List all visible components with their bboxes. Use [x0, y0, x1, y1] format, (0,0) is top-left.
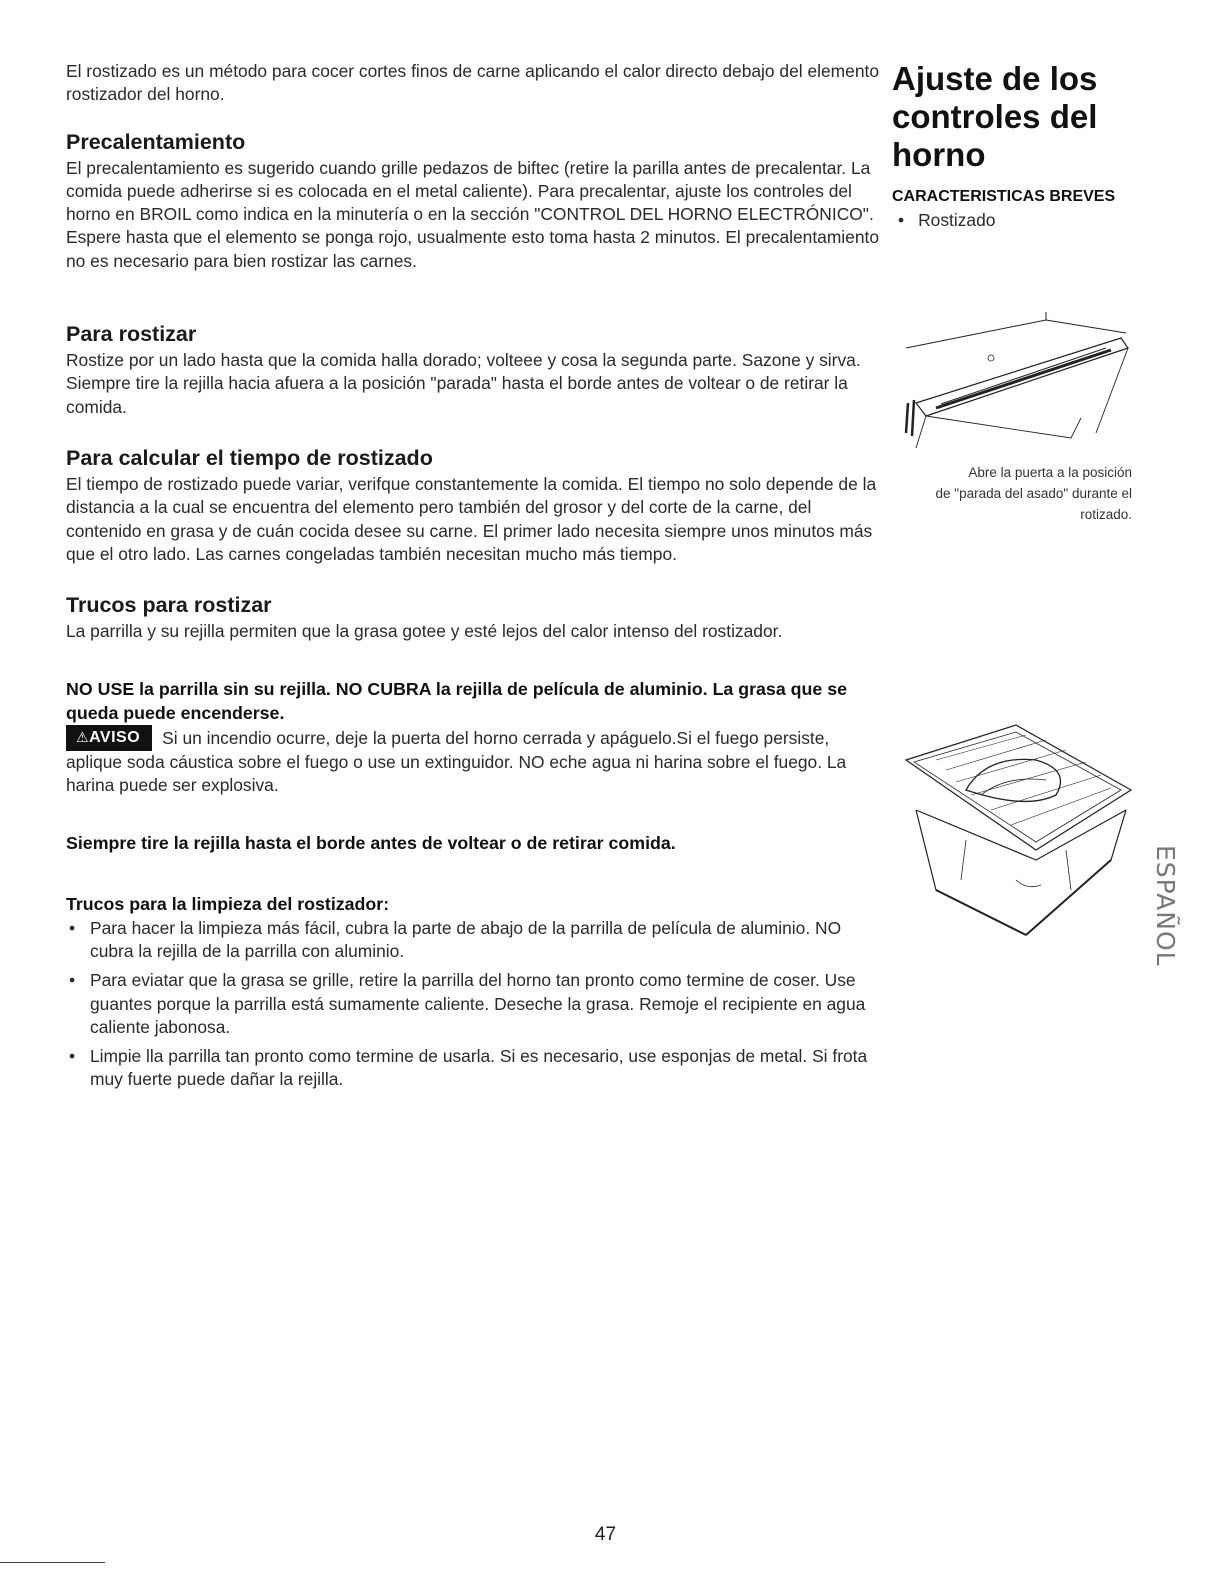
- section-text: El precalentamiento es sugerido cuando grille pedazos de biftec (retire la parilla antes de precalentar. La comida puede adherirse si es colocada en el metal caliente). Para precalentar, ajuste los controles del horno en BROIL como indica en la minutería o en la sección "CONTROL DEL HORNO ELECTRÓNICO". Espere hasta que el elemento se ponga rojo, usualmente esto toma hasta 2 minutos. El precalentamiento no es necesario para bien rostizar las carnes.: [66, 157, 880, 271]
- list-item: • Para hacer la limpieza más fácil, cubra la parte de abajo de la parrilla de película de aluminio. NO cubra la rejilla de la parrilla con aluminio.: [66, 917, 886, 964]
- sidebar: [892, 60, 1142, 231]
- intro-paragraph: El rostizado es un método para cocer cortes finos de carne aplicando el calor directo debajo del elemento rostizador del horno.: [66, 61, 880, 105]
- title-line: Ajuste de los: [892, 60, 1098, 97]
- section-tiempo-rostizado: [66, 445, 886, 566]
- title-line: controles del: [892, 98, 1098, 135]
- broiler-pan-illustration: [896, 700, 1140, 950]
- caption-line: rotizado.: [1080, 507, 1132, 522]
- oven-door-broil-stop-illustration: [896, 308, 1136, 468]
- bold-note-parrilla: NO USE la parrilla sin su rejilla. NO CUBRA la rejilla de película de aluminio. La grasa que se queda puede encenderse.: [66, 679, 847, 724]
- aviso-badge: [66, 725, 152, 750]
- warning-text: Si un incendio ocurre, deje la puerta del horno cerrada y apáguelo.Si el fuego persiste, aplique soda cáustica sobre el fuego o use un extinguidor. NO eche agua ni harina sobre el fuego. La harina puede ser explosiva.: [66, 728, 847, 796]
- caption-line: de "parada del asado" durante el: [935, 486, 1132, 501]
- caption-line: Abre la puerta a la posición: [968, 465, 1132, 480]
- page-number: 47: [594, 1524, 617, 1545]
- section-heading: Para rostizar: [66, 322, 197, 347]
- aviso-label: AVISO: [89, 729, 141, 747]
- list-item: • Limpie lla parrilla tan pronto como termine de usarla. Si es necesario, use esponjas de metal. Si frota muy fuerte puede dañar la rejilla.: [66, 1045, 886, 1092]
- sidebar-bullet: [892, 210, 1142, 231]
- section-trucos-rostizar: [66, 592, 886, 643]
- section-para-rostizar: [66, 321, 886, 419]
- main-column: [66, 60, 886, 1098]
- bullet-dot: •: [898, 210, 905, 230]
- section-text: La parrilla y su rejilla permiten que la grasa gotee y esté lejos del calor intenso del rostizador.: [66, 621, 783, 642]
- cleaning-list: [66, 917, 886, 1092]
- cleaning-heading: Trucos para la limpieza del rostizador:: [66, 894, 390, 915]
- sidebar-subtitle: CARACTERISTICAS BREVES: [892, 188, 1116, 205]
- side-language-tab: ESPAÑOL: [1151, 845, 1180, 967]
- section-heading: Trucos para rostizar: [66, 593, 272, 618]
- footer-line: [0, 1562, 105, 1563]
- title-line: horno: [892, 136, 986, 173]
- section-heading: Precalentamiento: [66, 129, 246, 154]
- bullet-text: Rostizado: [918, 210, 996, 230]
- bold-note-rejilla: Siempre tire la rejilla hasta el borde antes de voltear o de retirar comida.: [66, 833, 676, 854]
- section-heading: Para calcular el tiempo de rostizado: [66, 445, 433, 470]
- sidebar-title: [892, 60, 1142, 174]
- section-text: Rostize por un lado hasta que la comida halla dorado; volteee y cosa la segunda parte. Sazone y sirva. Siempre tire la rejilla hacia afuera a la posición "parada" hasta el borde antes de voltear o de retirar la comida.: [66, 350, 861, 417]
- warning-paragraph: [66, 725, 886, 797]
- section-text: El tiempo de rostizado puede variar, verifque constantemente la comida. El tiempo no solo depende de la distancia a la cual se encuentra del elemento pero también del grosor y del corte de la carne, del contenido en grasa y de cuán cocida desee su carne. El primer lado necesita siempre unos minutos más que el otro lado. Las carnes congeladas también necesitan mucho más tiempo.: [66, 473, 877, 564]
- warning-triangle-icon: ⚠: [76, 729, 90, 746]
- list-item: • Para eviatar que la grasa se grille, retire la parrilla del horno tan pronto como termine de coser. Use guantes porque la parrilla está sumamente caliente. Deseche la grasa. Remoje el recipiente en agua caliente jabonosa.: [66, 969, 886, 1039]
- figure-caption: [900, 462, 1132, 525]
- section-precalentamiento: [66, 129, 886, 273]
